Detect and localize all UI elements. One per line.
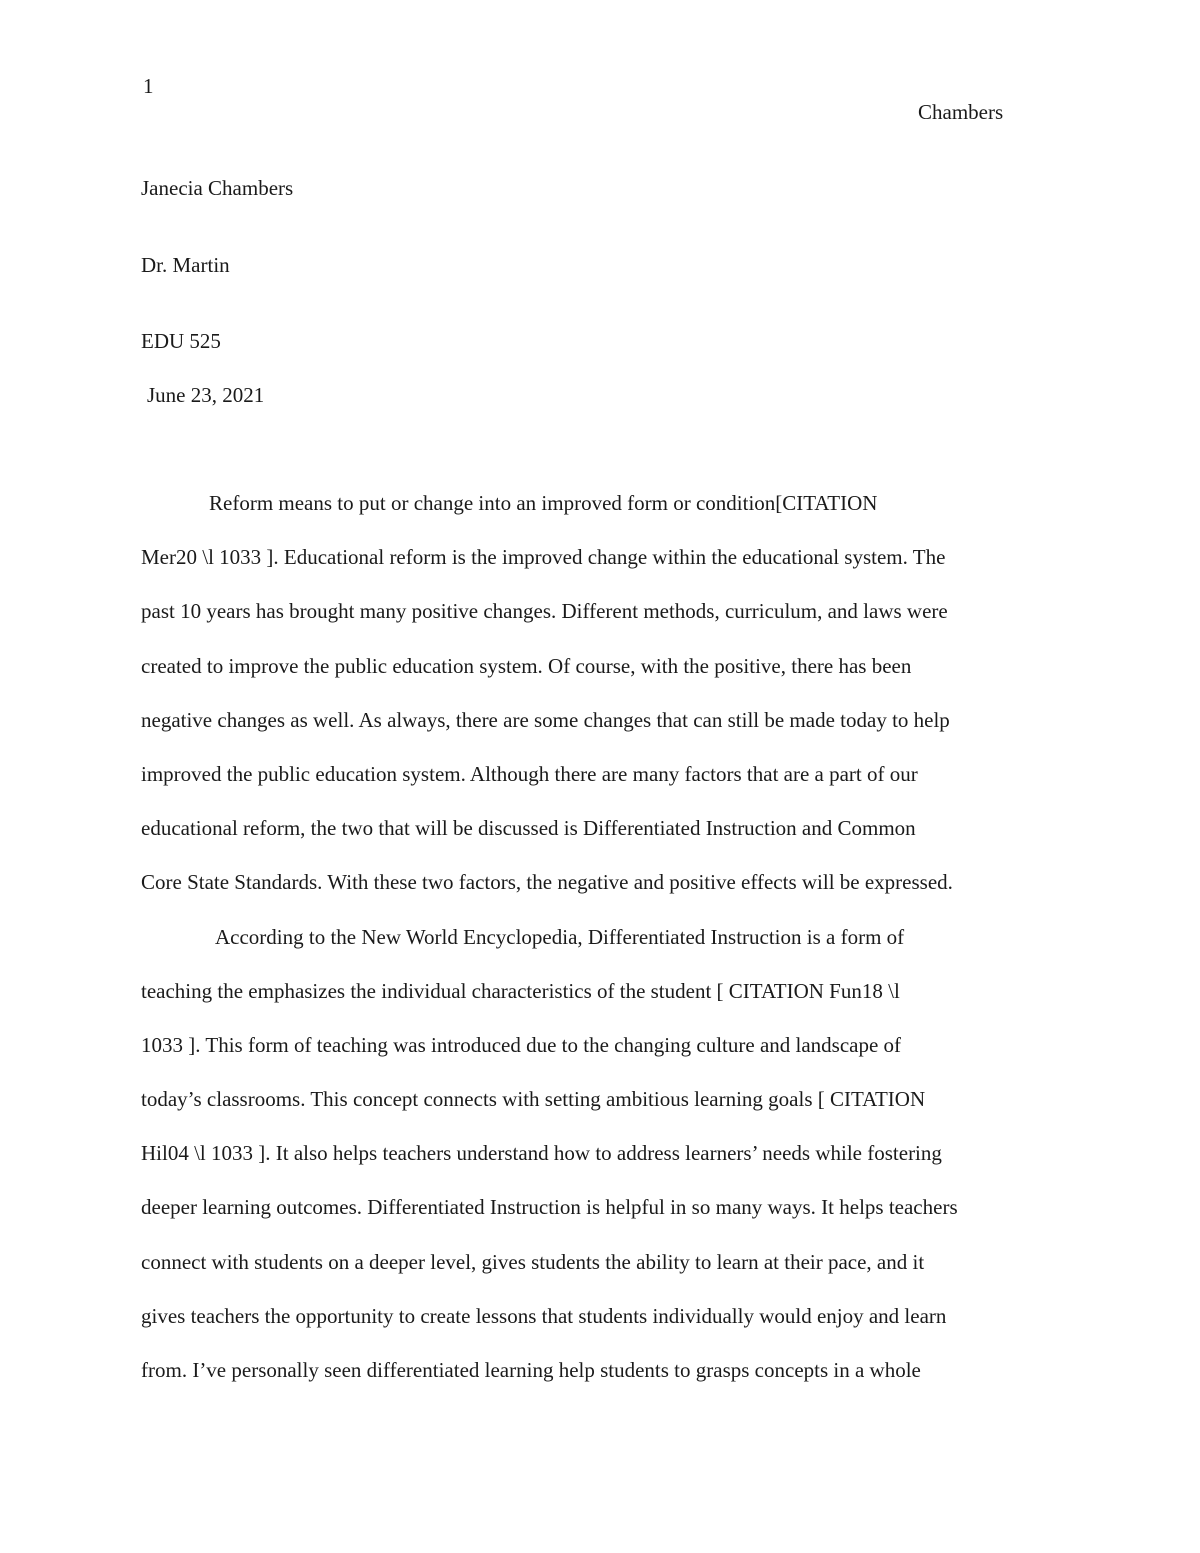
text-line: 1033 ]. This form of teaching was introduced due to the changing culture and landscape of bbox=[141, 1032, 902, 1057]
text-line: connect with students on a deeper level, gives students the ability to learn at their pace, and it bbox=[141, 1249, 925, 1274]
text-line: educational reform, the two that will be discussed is Differentiated Instruction and Common bbox=[141, 816, 916, 841]
text-line: Mer20 \l 1033 ]. Educational reform is the improved change within the educational system. The bbox=[141, 545, 946, 570]
instructor-name: Dr. Martin bbox=[141, 253, 230, 277]
paper-date: June 23, 2021 bbox=[147, 383, 265, 407]
text-line: gives teachers the opportunity to create lessons that students individually would enjoy and learn bbox=[141, 1303, 947, 1328]
text-line: today’s classrooms. This concept connects with setting ambitious learning goals [ CITATION bbox=[141, 1087, 926, 1112]
text-line: past 10 years has brought many positive changes. Different methods, curriculum, and laws were bbox=[141, 599, 948, 624]
paragraph-1 bbox=[141, 490, 1071, 924]
author-name: Janecia Chambers bbox=[141, 176, 294, 200]
text-line: created to improve the public education system. Of course, with the positive, there has been bbox=[141, 653, 912, 678]
text-line: from. I’ve personally seen differentiated learning help students to grasps concepts in a whole bbox=[141, 1358, 921, 1382]
text-line: improved the public education system. Although there are many factors that are a part of our bbox=[141, 761, 918, 786]
essay-body bbox=[141, 490, 1071, 1411]
text-line: According to the New World Encyclopedia, Differentiated Instruction is a form of bbox=[215, 924, 905, 949]
course-name: EDU 525 bbox=[141, 329, 221, 353]
paragraph-2 bbox=[141, 924, 1071, 1412]
text-line: Hil04 \l 1033 ]. It also helps teachers understand how to address learners’ needs while fostering bbox=[141, 1141, 942, 1166]
text-line: Core State Standards. With these two factors, the negative and positive effects will be expressed. bbox=[141, 870, 953, 895]
text-line: negative changes as well. As always, there are some changes that can still be made today to help bbox=[141, 707, 950, 732]
text-line: deeper learning outcomes. Differentiated Instruction is helpful in so many ways. It helps teachers bbox=[141, 1195, 958, 1220]
text-line: teaching the emphasizes the individual characteristics of the student [ CITATION Fun18 \l bbox=[141, 978, 900, 1003]
page-number: 1 bbox=[143, 74, 154, 98]
text-line: Reform means to put or change into an improved form or condition[CITATION bbox=[209, 491, 878, 515]
running-head: Chambers bbox=[918, 100, 1004, 124]
